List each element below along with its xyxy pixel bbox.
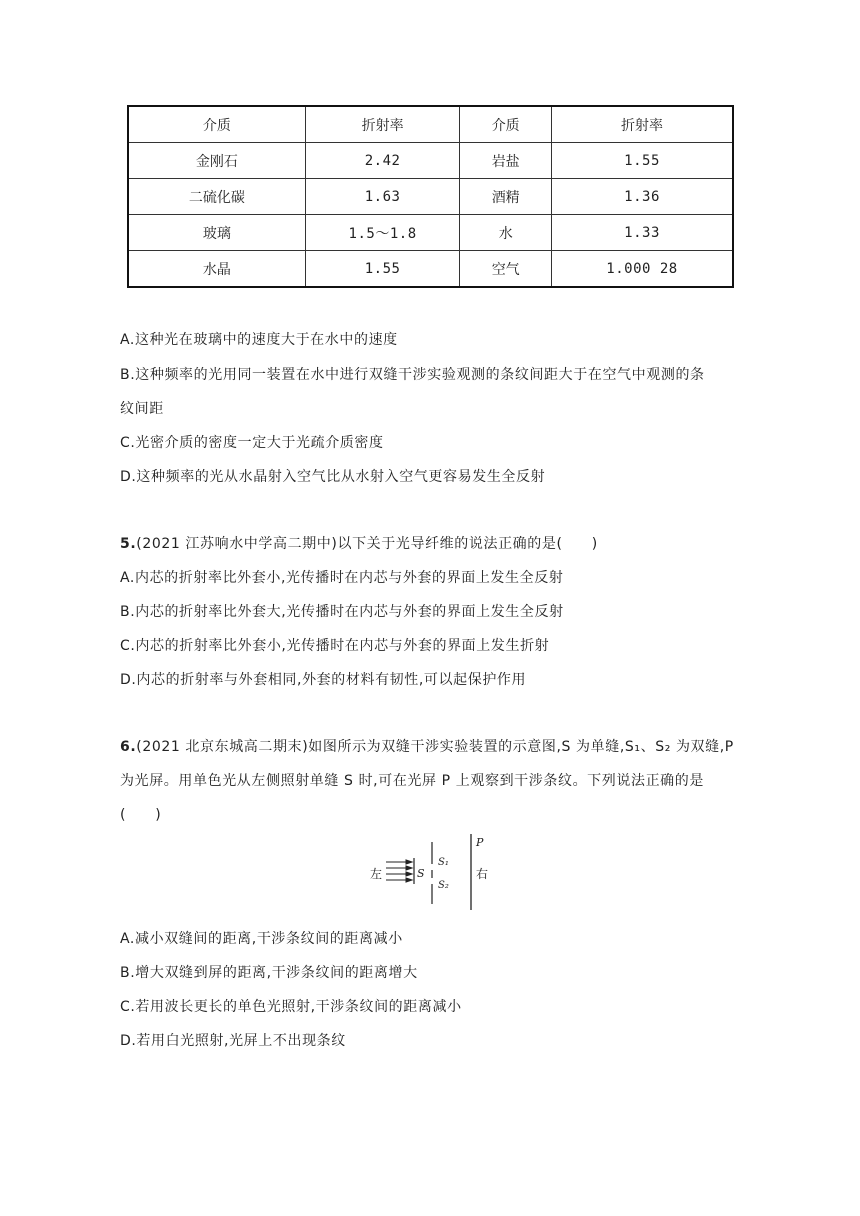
q5-stem: [120, 533, 598, 553]
table-cell: 玻璃: [128, 215, 305, 251]
question-text: (2021 北京东城高二期末)如图所示为双缝干涉实验装置的示意图,S 为单缝,S₁、S₂ 为双缝,P: [136, 739, 734, 755]
table-header-cell: 折射率: [305, 106, 460, 143]
q6-option-b: B.增大双缝到屏的距离,干涉条纹间的距离增大: [120, 965, 418, 981]
table-cell: 岩盐: [460, 143, 552, 179]
table-cell: 水: [460, 215, 552, 251]
double-slit-svg: [368, 832, 508, 914]
q5-option-b: B.内芯的折射率比外套大,光传播时在内芯与外套的界面上发生全反射: [120, 604, 564, 620]
table-header-cell: 折射率: [552, 106, 733, 143]
table-row: [128, 143, 733, 179]
q6-option-d: D.若用白光照射,光屏上不出现条纹: [120, 1033, 346, 1049]
q4-option-d: D.这种频率的光从水晶射入空气比从水射入空气更容易发生全反射: [120, 469, 546, 485]
left-label: 左: [370, 867, 383, 881]
table-cell: 1.36: [552, 179, 733, 215]
table-header-cell: 介质: [460, 106, 552, 143]
slit-s1-label: S₁: [438, 857, 449, 868]
table-cell: 二硫化碳: [128, 179, 305, 215]
q4-option-b-line1: B.这种频率的光用同一装置在水中进行双缝干涉实验观测的条纹间距大于在空气中观测的条: [120, 367, 705, 383]
q4-option-c: C.光密介质的密度一定大于光疏介质密度: [120, 435, 384, 451]
q6-option-a: A.减小双缝间的距离,干涉条纹间的距离减小: [120, 931, 403, 947]
table-header-cell: 介质: [128, 106, 305, 143]
table-cell: 酒精: [460, 179, 552, 215]
table-cell: 1.33: [552, 215, 733, 251]
table-cell: 1.63: [305, 179, 460, 215]
table-cell: 1.55: [552, 143, 733, 179]
table-cell: 2.42: [305, 143, 460, 179]
question-number: 6.: [120, 739, 137, 755]
table-row: [128, 251, 733, 288]
table-cell: 空气: [460, 251, 552, 288]
q5-option-a: A.内芯的折射率比外套小,光传播时在内芯与外套的界面上发生全反射: [120, 570, 564, 586]
table-cell: 水晶: [128, 251, 305, 288]
question-text: (2021 江苏响水中学高二期中)以下关于光导纤维的说法正确的是( ): [136, 536, 598, 552]
double-slit-diagram: [368, 832, 508, 914]
table-cell: 1.000 28: [552, 251, 733, 288]
right-label: 右: [476, 867, 489, 881]
q6-stem-line3: ( ): [120, 807, 162, 823]
table-cell: 1.55: [305, 251, 460, 288]
q6-stem-line2: 为光屏。用单色光从左侧照射单缝 S 时,可在光屏 P 上观察到干涉条纹。下列说法正确的是: [120, 773, 704, 789]
refractive-index-table: [127, 105, 734, 288]
q5-option-c: C.内芯的折射率比外套小,光传播时在内芯与外套的界面上发生折射: [120, 638, 550, 654]
table-cell: 1.5～1.8: [305, 215, 460, 251]
slit-s-label: S: [417, 867, 425, 880]
q4-option-b-line2: 纹间距: [120, 401, 164, 417]
question-number: 5.: [120, 536, 137, 552]
table-header-row: [128, 106, 733, 143]
incident-light-arrows: [386, 860, 412, 882]
q6-option-c: C.若用波长更长的单色光照射,干涉条纹间的距离减小: [120, 999, 462, 1015]
slit-s2-label: S₂: [438, 880, 449, 891]
q6-stem-line1: [120, 736, 734, 756]
table-row: [128, 215, 733, 251]
q5-option-d: D.内芯的折射率与外套相同,外套的材料有韧性,可以起保护作用: [120, 672, 527, 688]
q4-option-a: A.这种光在玻璃中的速度大于在水中的速度: [120, 332, 398, 348]
table-cell: 金刚石: [128, 143, 305, 179]
screen-p-label: P: [476, 836, 484, 849]
table-row: [128, 179, 733, 215]
